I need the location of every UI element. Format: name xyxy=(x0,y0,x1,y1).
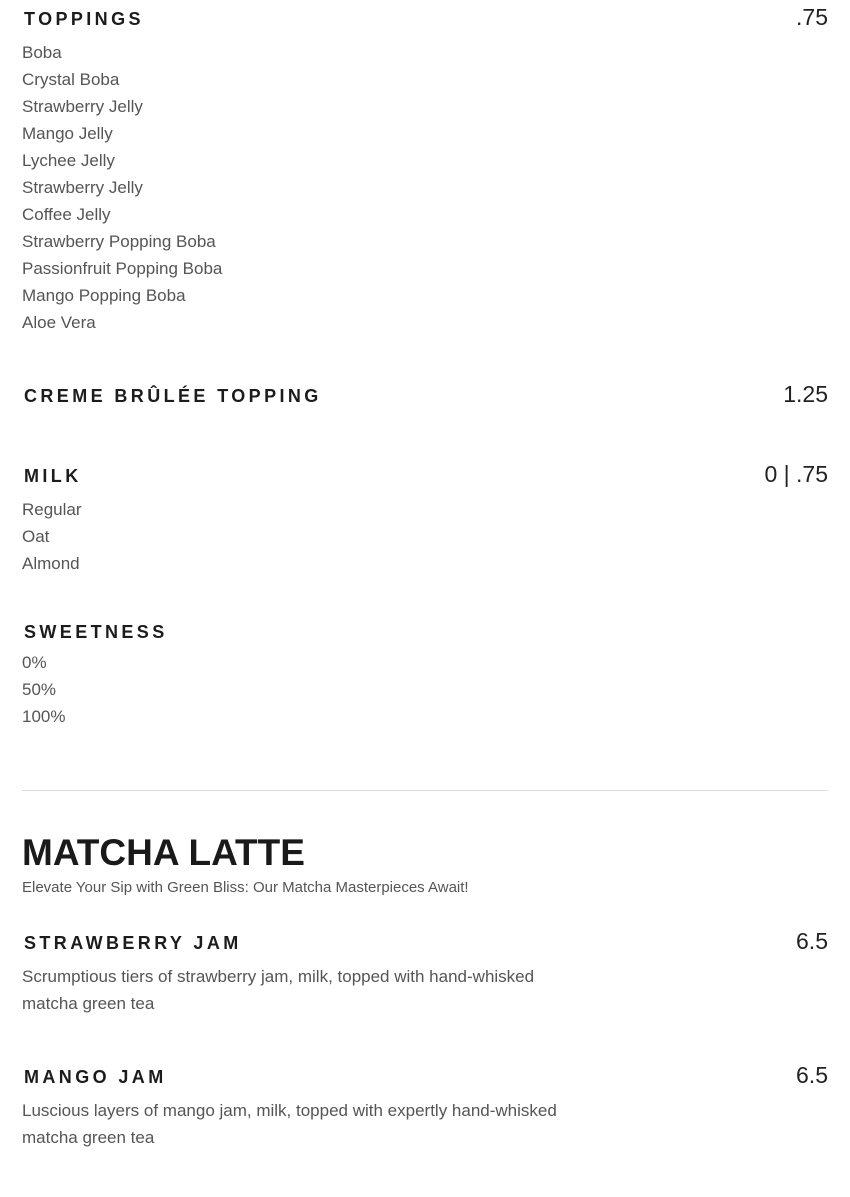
toppings-name: TOPPINGS xyxy=(24,9,144,29)
milk-option: Regular xyxy=(22,500,82,519)
topping-option: Mango Jelly xyxy=(22,124,113,143)
milk-options xyxy=(22,496,828,577)
topping-option: Lychee Jelly xyxy=(22,151,115,170)
topping-option: Coffee Jelly xyxy=(22,205,111,224)
strawberry-jam-description: Scrumptious tiers of strawberry jam, milk, topped with hand-whisked matcha green tea xyxy=(22,967,535,1013)
section-divider xyxy=(22,790,828,791)
topping-option: Strawberry Popping Boba xyxy=(22,232,216,251)
strawberry-jam-price: 6.5 xyxy=(796,928,828,954)
sweetness-option: 0% xyxy=(22,653,47,672)
topping-option: Aloe Vera xyxy=(22,313,96,332)
toppings-price: .75 xyxy=(796,4,828,30)
creme-brulee-section xyxy=(22,381,828,408)
sweetness-header xyxy=(22,622,828,643)
topping-option: Passionfruit Popping Boba xyxy=(22,259,223,278)
milk-section xyxy=(22,461,828,577)
sweetness-option: 100% xyxy=(22,707,66,726)
strawberry-jam-name: STRAWBERRY JAM xyxy=(24,933,242,953)
category-title: MATCHA LATTE xyxy=(22,832,305,873)
strawberry-jam-header xyxy=(22,928,828,955)
sweetness-section xyxy=(22,622,828,730)
sweetness-options xyxy=(22,649,828,730)
mango-jam-header xyxy=(22,1062,828,1089)
milk-name: MILK xyxy=(24,466,82,486)
milk-header xyxy=(22,461,828,488)
topping-option: Boba xyxy=(22,43,62,62)
topping-option: Mango Popping Boba xyxy=(22,286,186,305)
milk-option: Oat xyxy=(22,527,50,546)
sweetness-name: SWEETNESS xyxy=(24,622,168,642)
toppings-header xyxy=(22,4,828,31)
toppings-section xyxy=(22,4,828,336)
mango-jam-price: 6.5 xyxy=(796,1062,828,1088)
toppings-options xyxy=(22,39,828,336)
sweetness-option: 50% xyxy=(22,680,57,699)
matcha-latte-category xyxy=(22,831,828,896)
mango-jam-name: MANGO JAM xyxy=(24,1067,167,1087)
topping-option: Strawberry Jelly xyxy=(22,97,143,116)
milk-price: 0 | .75 xyxy=(764,461,828,487)
menu-item-mango-jam xyxy=(22,1062,828,1151)
creme-brulee-header xyxy=(22,381,828,408)
topping-option: Strawberry Jelly xyxy=(22,178,143,197)
menu-item-strawberry-jam xyxy=(22,928,828,1017)
mango-jam-description: Luscious layers of mango jam, milk, topped with expertly hand-whisked matcha green tea xyxy=(22,1101,557,1147)
creme-brulee-price: 1.25 xyxy=(783,381,828,407)
creme-brulee-name: CREME BRÛLÉE TOPPING xyxy=(24,386,322,406)
milk-option: Almond xyxy=(22,554,80,573)
topping-option: Crystal Boba xyxy=(22,70,120,89)
category-subtitle: Elevate Your Sip with Green Bliss: Our Matcha Masterpieces Await! xyxy=(22,879,469,896)
